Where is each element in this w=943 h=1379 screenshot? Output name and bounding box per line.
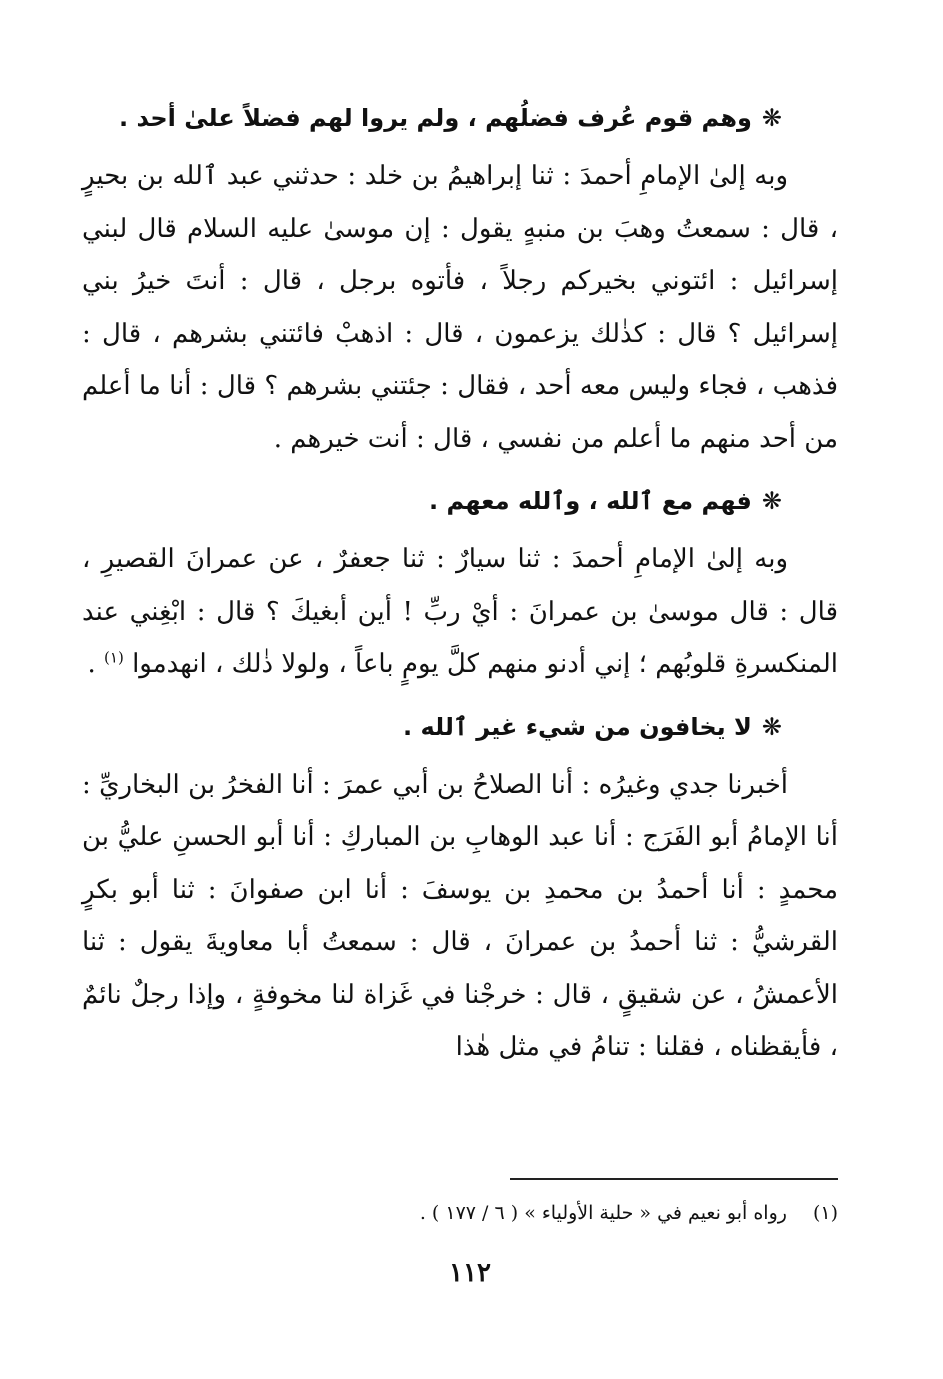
footnote-reference: (١) <box>104 648 124 667</box>
section-heading-1 <box>82 96 838 140</box>
heading-text: لا يخافون من شيء غير ٱلله . <box>403 712 752 741</box>
asterisk-icon: ❋ <box>761 487 782 515</box>
section-heading-2 <box>82 479 838 523</box>
paragraph-2-end: . <box>87 649 105 679</box>
heading-text: وهم قوم عُرف فضلُهم ، ولم يروا لهم فضلاً علىٰ أحد . <box>119 104 752 132</box>
heading-text: فهم مع ٱلله ، وٱلله معهم . <box>429 487 752 515</box>
paragraph-2 <box>82 533 838 691</box>
page-number: ١١٢ <box>449 1258 491 1288</box>
asterisk-icon: ❋ <box>761 712 782 741</box>
footnote <box>218 1198 838 1228</box>
page-body <box>82 84 838 1088</box>
asterisk-icon: ❋ <box>761 104 782 132</box>
paragraph-3: أخبرنا جدي وغيرُه : أنا الصلاحُ بن أبي عمرَ : أنا الفخرُ بن البخاريِّ : أنا الإمامُ أبو الفَرَج : أنا عبد الوهابِ بن المباركِ : أنا أبو الحسنِ عليُّ بن محمدٍ : أنا أحمدُ بن محمدِ بن يوسفَ : أنا ابن صفوانَ : ثنا أبو بكرٍ القرشيُّ : ثنا أحمدُ بن عمرانَ ، قال : سمعتُ أبا معاويةَ يقول : ثنا الأعمشُ ، عن شقيقٍ ، قال : خرجْنا في غَزاة لنا مخوفةٍ ، وإذا رجلٌ نائمٌ ، فأيقظناه ، فقلنا : تنامُ في مثل هٰذا <box>82 769 838 1062</box>
footnote-number: (١) <box>812 1202 838 1224</box>
section-heading-3 <box>82 705 838 749</box>
footnote-divider <box>510 1178 838 1180</box>
footnote-text: رواه أبو نعيم في « حلية الأولياء » ( ٦ / ١٧٧ ) . <box>419 1202 787 1224</box>
paragraph-1: وبه إلىٰ الإمامِ أحمدَ : ثنا إبراهيمُ بن خلد : حدثني عبد ٱلله بن بحيرٍ ، قال : سمعتُ وهبَ بن منبهٍ يقول : إن موسىٰ عليه السلام قال لبني إسرائيل : ائتوني بخيركم رجلاً ، فأتوه برجل ، قال : أنتَ خيرُ بني إسرائيل ؟ قال : كذٰلك يزعمون ، قال : اذهبْ فائتني بشرهم ، قال : فذهب ، فجاء وليس معه أحد ، فقال : جئتني بشرهم ؟ قال : أنا ما أعلم من أحد منهم ما أعلم من نفسي ، قال : أنت خيرهم . <box>82 161 838 454</box>
paragraph-2-text: وبه إلىٰ الإمامِ أحمدَ : ثنا سيارٌ : ثنا جعفرٌ ، عن عمرانَ القصيرِ ، قال : قال موسىٰ بن عمرانَ : أيْ ربِّ ! أين أبغيكَ ؟ قال : ابْغِني عند المنكسرةِ قلوبُهم ؛ إني أدنو منهم كلَّ يومٍ باعاً ، ولولا ذٰلك ، انهدموا <box>82 544 838 679</box>
